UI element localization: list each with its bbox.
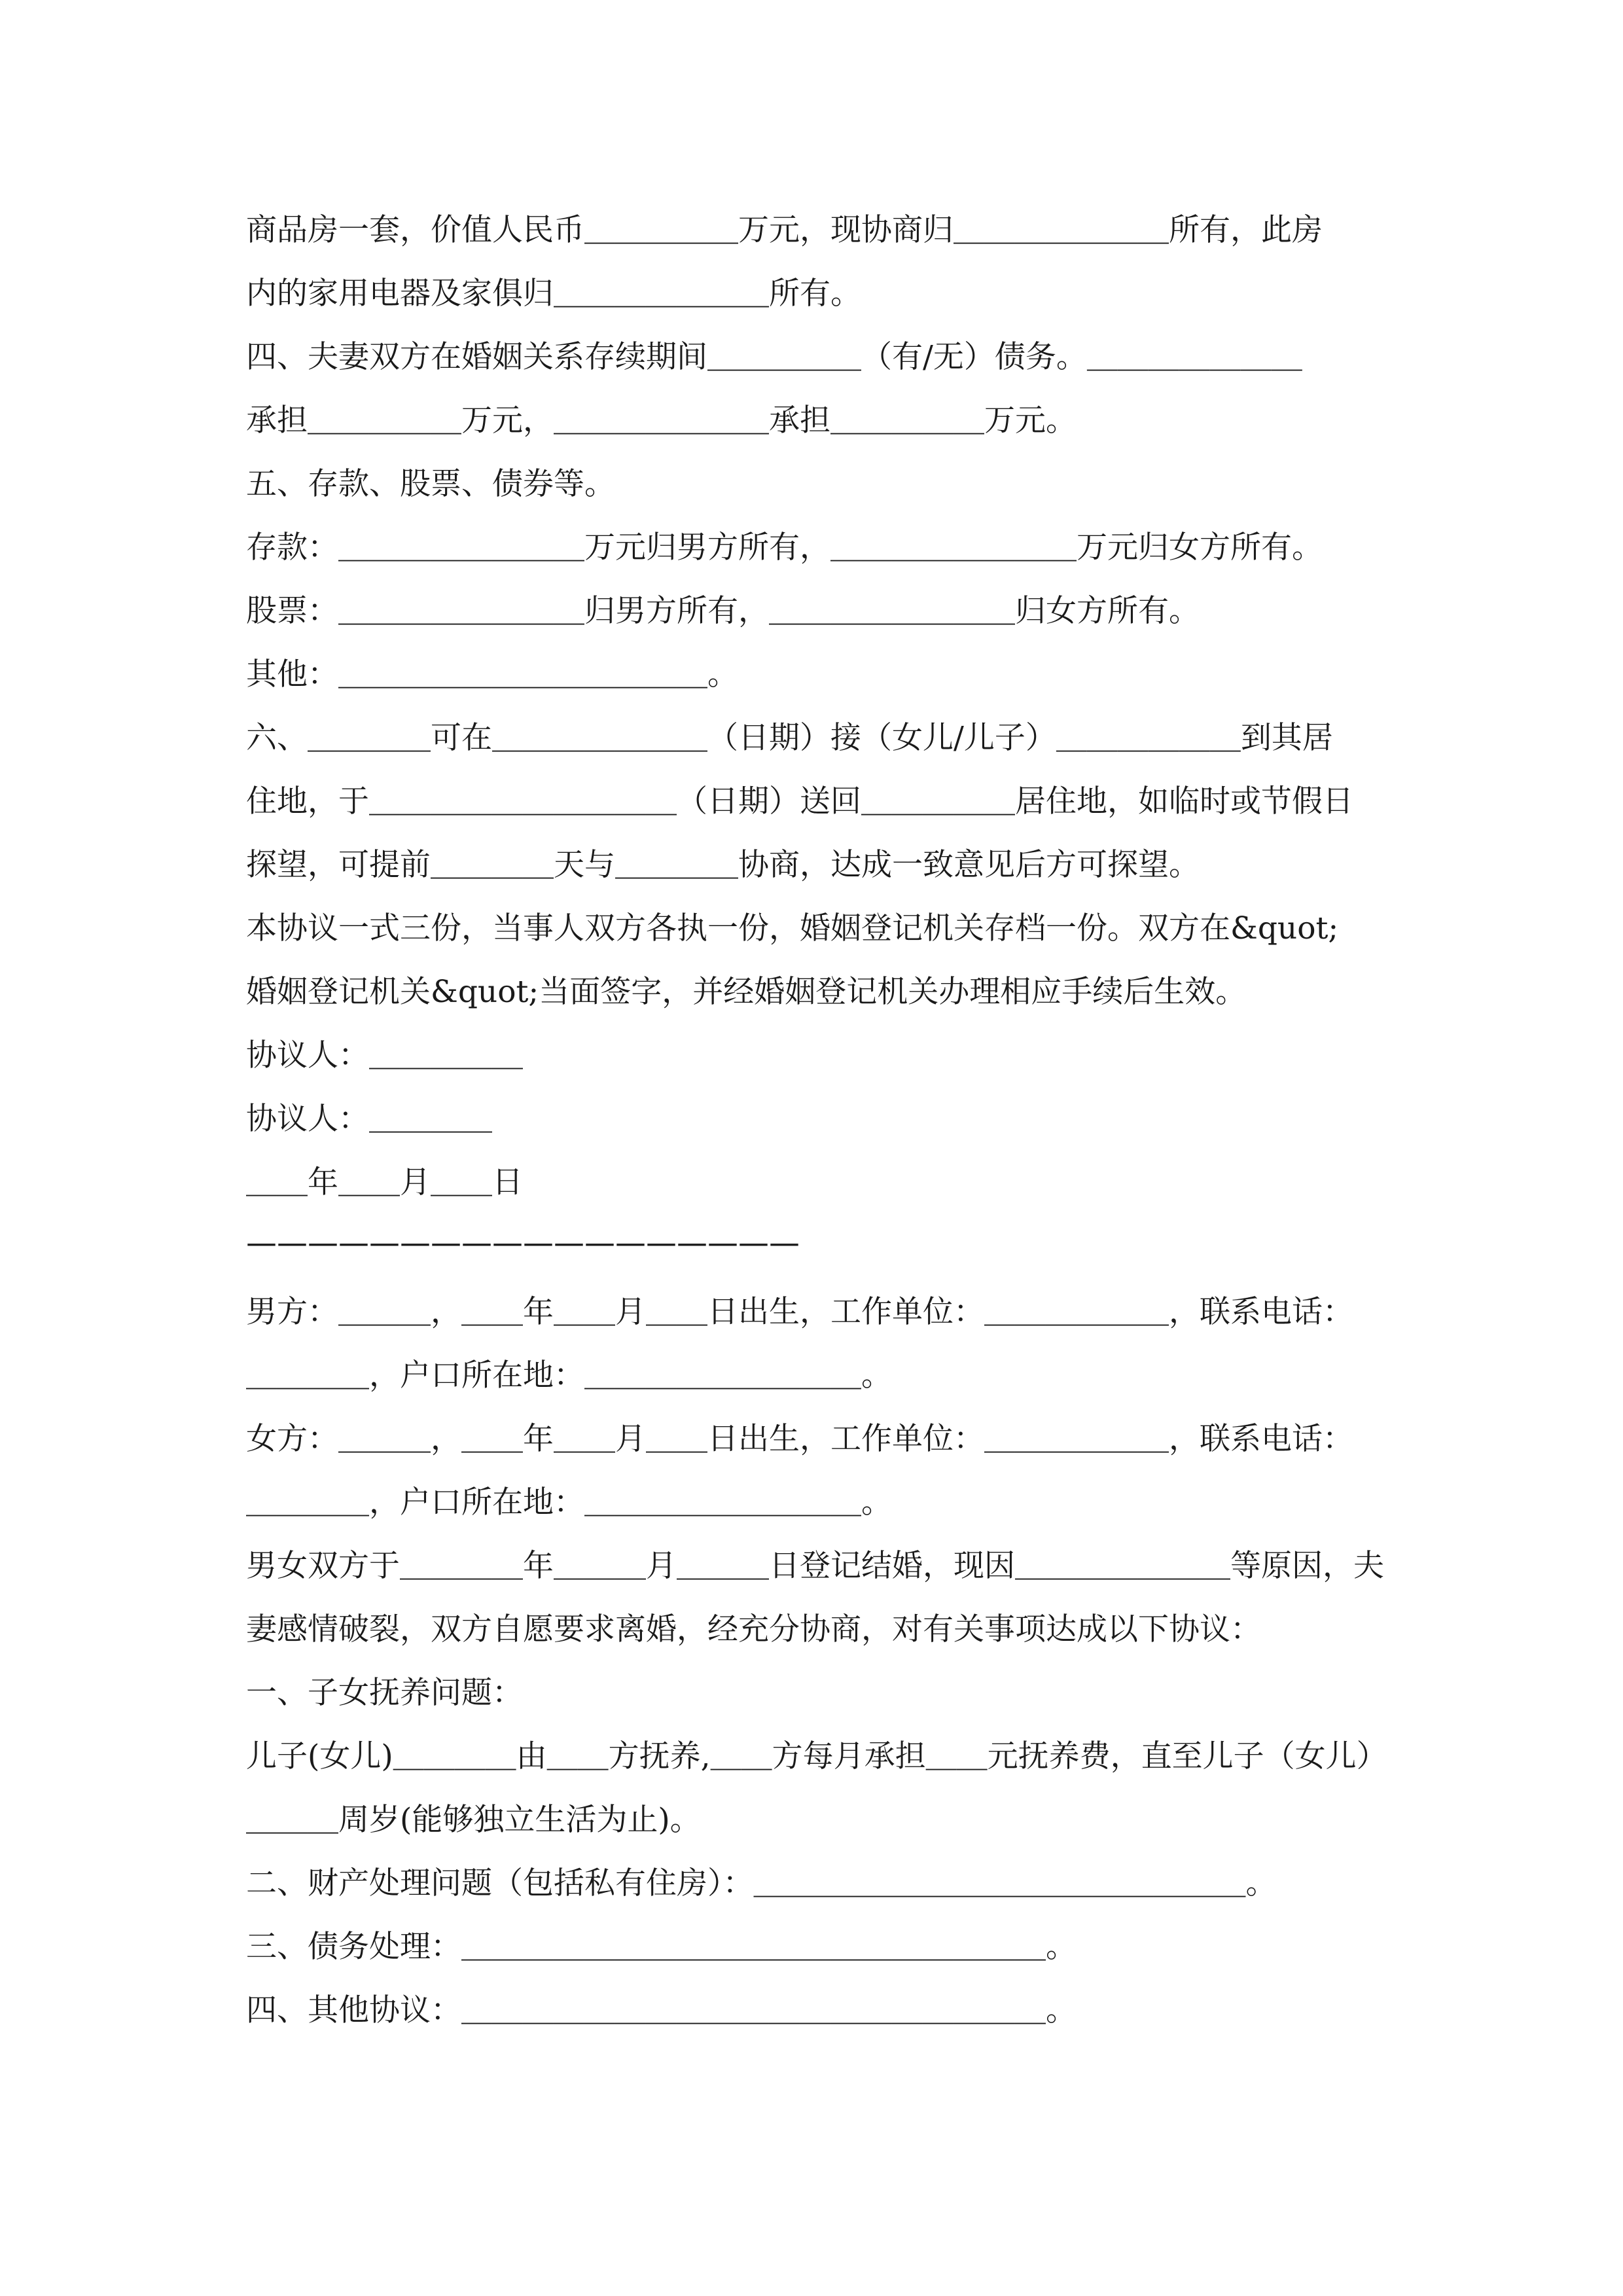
text-line: 二、财产处理问题（包括私有住房）：＿＿＿＿＿＿＿＿＿＿＿＿＿＿＿＿。 (246, 1865, 1277, 1901)
date-line: ＿＿年＿＿月＿＿日 (246, 1164, 523, 1200)
text-line: 四、夫妻双方在婚姻关系存续期间＿＿＿＿＿（有/无）债务。＿＿＿＿＿＿＿ (246, 339, 1302, 375)
signatory-line: 协议人：＿＿＿＿＿ (246, 1037, 523, 1073)
text-line: 承担＿＿＿＿＿万元，＿＿＿＿＿＿＿承担＿＿＿＿＿万元。 (246, 403, 1077, 439)
text-line: 一、子女抚养问题： (246, 1675, 523, 1711)
text-line: 住地，于＿＿＿＿＿＿＿＿＿＿（日期）送回＿＿＿＿＿居住地，如临时或节假日 (246, 783, 1353, 819)
text-line: 男方：＿＿＿，＿＿年＿＿月＿＿日出生，工作单位：＿＿＿＿＿＿，联系电话： (246, 1294, 1353, 1330)
text-line: 探望，可提前＿＿＿＿天与＿＿＿＿协商，达成一致意见后方可探望。 (246, 847, 1200, 883)
text-line: 存款：＿＿＿＿＿＿＿＿万元归男方所有，＿＿＿＿＿＿＿＿万元归女方所有。 (246, 529, 1323, 565)
signatory-line: 协议人：＿＿＿＿ (246, 1101, 492, 1137)
text-line: 本协议一式三份，当事人双方各执一份，婚姻登记机关存档一份。双方在&quot; (246, 910, 1339, 946)
text-line: 股票：＿＿＿＿＿＿＿＿归男方所有，＿＿＿＿＿＿＿＿归女方所有。 (246, 593, 1200, 629)
text-line: 婚姻登记机关&quot;当面签字，并经婚姻登记机关办理相应手续后生效。 (246, 974, 1247, 1010)
text-line: ＿＿＿周岁(能够独立生活为止)。 (246, 1802, 701, 1838)
text-line: 其他：＿＿＿＿＿＿＿＿＿＿＿＿。 (246, 656, 738, 692)
text-line: 女方：＿＿＿，＿＿年＿＿月＿＿日出生，工作单位：＿＿＿＿＿＿，联系电话： (246, 1421, 1353, 1457)
text-line: 五、存款、股票、债券等。 (246, 466, 615, 502)
text-line: 儿子(女儿)＿＿＿＿由＿＿方抚养,＿＿方每月承担＿＿元抚养费，直至儿子（女儿） (246, 1738, 1387, 1774)
text-line: ＿＿＿＿，户口所在地：＿＿＿＿＿＿＿＿＿。 (246, 1357, 892, 1393)
text-line: 四、其他协议：＿＿＿＿＿＿＿＿＿＿＿＿＿＿＿＿＿＿＿。 (246, 1992, 1077, 2028)
text-line: ＿＿＿＿，户口所在地：＿＿＿＿＿＿＿＿＿。 (246, 1484, 892, 1520)
text-line: 内的家用电器及家俱归＿＿＿＿＿＿＿所有。 (246, 276, 861, 312)
text-line: 三、债务处理：＿＿＿＿＿＿＿＿＿＿＿＿＿＿＿＿＿＿＿。 (246, 1929, 1077, 1965)
text-line: 六、＿＿＿＿可在＿＿＿＿＿＿＿（日期）接（女儿/儿子）＿＿＿＿＿＿到其居 (246, 720, 1333, 756)
text-line: 男女双方于＿＿＿＿年＿＿＿月＿＿＿日登记结婚，现因＿＿＿＿＿＿＿等原因，夫 (246, 1548, 1384, 1584)
text-line: 妻感情破裂，双方自愿要求离婚，经充分协商，对有关事项达成以下协议： (246, 1611, 1261, 1647)
separator-rule: —————————————————— (246, 1225, 800, 1261)
text-line: 商品房一套，价值人民币＿＿＿＿＿万元，现协商归＿＿＿＿＿＿＿所有，此房 (246, 212, 1323, 248)
